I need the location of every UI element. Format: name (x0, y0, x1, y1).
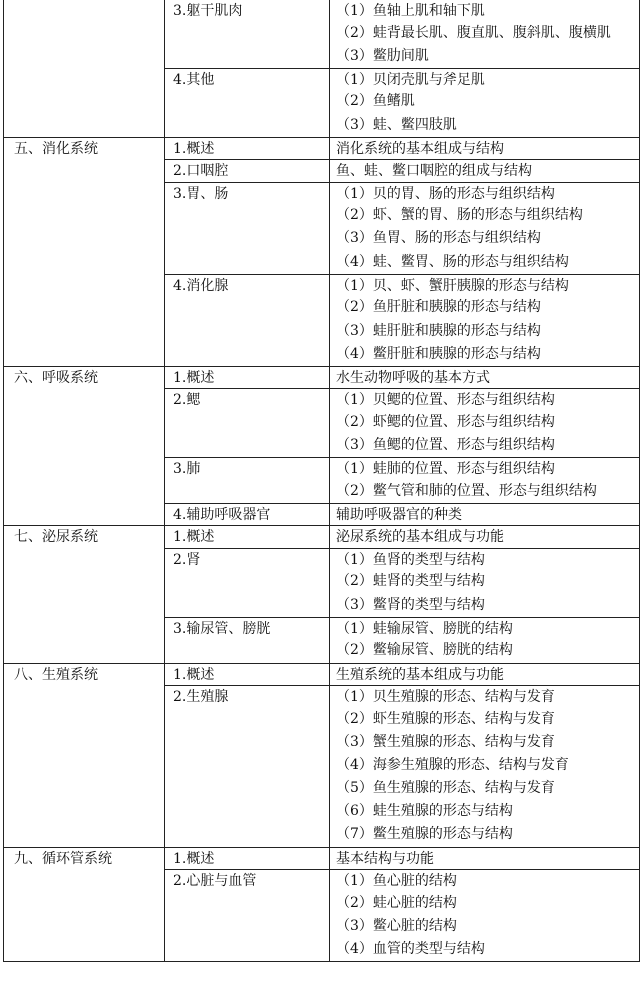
category-cell (4, 137, 165, 366)
category-cell (4, 366, 165, 526)
content-line: （7）鳖生殖腺的形态与结构 (336, 826, 513, 843)
content-line: （3）鳖肾的类型与结构 (336, 596, 485, 613)
content-cell (330, 160, 640, 183)
topic-cell (165, 274, 330, 366)
topic-cell (165, 847, 330, 870)
category-cell (4, 847, 165, 962)
topic-label: 2.生殖腺 (173, 689, 229, 705)
content-line: （3）鱼胃、肠的形态与组织结构 (336, 230, 541, 247)
category-label: 五、消化系统 (14, 140, 98, 157)
content-line: 生殖系统的基本组成与功能 (336, 666, 504, 683)
content-line: （4）蛙、鳖胃、肠的形态与组织结构 (336, 253, 569, 270)
content-line: （4）鳖肝脏和胰腺的形态与结构 (336, 345, 541, 362)
topic-label: 4.消化腺 (173, 277, 229, 294)
topic-cell (165, 389, 330, 458)
content-cell (330, 366, 640, 389)
table-row (4, 0, 640, 68)
content-cell (330, 548, 640, 617)
content-line: （1）贝的胃、肠的形态与组织结构 (336, 185, 555, 202)
content-cell (330, 389, 640, 458)
topic-cell (165, 182, 330, 274)
content-line: （4）血管的类型与结构 (336, 941, 485, 957)
category-label: 八、生殖系统 (14, 666, 98, 683)
table-row (4, 847, 640, 870)
topic-cell (165, 68, 330, 137)
topic-cell (165, 458, 330, 504)
topic-label: 4.其他 (173, 71, 215, 88)
content-cell (330, 0, 640, 68)
content-line: 消化系统的基本组成与结构 (336, 140, 504, 157)
topic-cell (165, 686, 330, 848)
content-line: （2）鳖输尿管、膀胱的结构 (336, 642, 513, 659)
content-line: （2）虾生殖腺的形态、结构与发育 (336, 710, 555, 727)
content-cell (330, 182, 640, 274)
topic-label: 1.概述 (173, 529, 215, 546)
content-line: （2）鱼肝脏和胰腺的形态与结构 (336, 299, 541, 316)
content-cell (330, 870, 640, 962)
category-cell (4, 0, 165, 137)
content-cell (330, 617, 640, 663)
content-cell (330, 526, 640, 549)
content-line: （1）贝鳃的位置、形态与组织结构 (336, 392, 555, 409)
topic-label: 3.胃、肠 (173, 185, 229, 202)
category-label: 六、呼吸系统 (14, 369, 98, 386)
content-line: （1）蛙肺的位置、形态与组织结构 (336, 461, 555, 478)
content-line: （3）鳖心脏的结构 (336, 917, 457, 934)
topic-label: 3.输尿管、膀胱 (173, 620, 271, 637)
topic-cell (165, 617, 330, 663)
content-line: （3）蟹生殖腺的形态、结构与发育 (336, 733, 555, 750)
content-line: （1）鱼心脏的结构 (336, 873, 457, 890)
topic-cell (165, 870, 330, 962)
topic-label: 1.概述 (173, 850, 215, 867)
content-line: （6）蛙生殖腺的形态与结构 (336, 803, 513, 820)
content-line: （1）鱼轴上肌和轴下肌 (336, 3, 485, 19)
syllabus-table-body (4, 0, 640, 962)
content-line: 辅助呼吸器官的种类 (336, 506, 462, 523)
topic-cell (165, 663, 330, 686)
content-line: （3）鱼鳃的位置、形态与组织结构 (336, 437, 555, 454)
content-line: （1）贝、虾、蟹肝胰腺的形态与结构 (336, 277, 569, 294)
table-row (4, 526, 640, 549)
topic-label: 3.肺 (173, 461, 201, 478)
content-cell (330, 503, 640, 526)
content-line: 基本结构与功能 (336, 850, 434, 867)
content-cell (330, 847, 640, 870)
table-row (4, 137, 640, 160)
content-cell (330, 686, 640, 848)
topic-cell (165, 503, 330, 526)
content-cell (330, 663, 640, 686)
category-cell (4, 526, 165, 663)
topic-label: 2.肾 (173, 551, 201, 568)
content-line: （1）蛙输尿管、膀胱的结构 (336, 620, 513, 637)
content-line: （2）虾鳃的位置、形态与组织结构 (336, 413, 555, 430)
topic-cell (165, 137, 330, 160)
content-line: （5）鱼生殖腺的形态、结构与发育 (336, 780, 555, 797)
category-cell (4, 663, 165, 847)
content-line: （4）海参生殖腺的形态、结构与发育 (336, 756, 569, 773)
content-line: （2）鱼鳍肌 (336, 93, 415, 110)
syllabus-table (3, 0, 640, 962)
table-row (4, 663, 640, 686)
content-line: （3）蛙、鳖四肢肌 (336, 116, 457, 133)
category-label (14, 0, 164, 21)
topic-label: 1.概述 (173, 140, 215, 157)
content-line: 水生动物呼吸的基本方式 (336, 369, 490, 386)
topic-label: 1.概述 (173, 369, 215, 386)
content-line: （1）鱼肾的类型与结构 (336, 551, 485, 568)
topic-label: 3.躯干肌肉 (173, 3, 243, 19)
topic-cell (165, 548, 330, 617)
table-row (4, 366, 640, 389)
category-label: 九、循环管系统 (14, 850, 112, 867)
content-line: 鱼、蛙、鳖口咽腔的组成与结构 (336, 163, 532, 180)
content-line: （1）贝闭壳肌与斧足肌 (336, 71, 485, 88)
topic-label: 2.心脏与血管 (173, 873, 257, 890)
topic-label: 4.辅助呼吸器官 (173, 506, 271, 523)
topic-label: 2.鳃 (173, 392, 201, 409)
category-label: 七、泌尿系统 (14, 529, 98, 546)
content-line: （2）蛙肾的类型与结构 (336, 573, 485, 590)
content-cell (330, 458, 640, 504)
content-cell (330, 274, 640, 366)
content-line: （2）虾、蟹的胃、肠的形态与组织结构 (336, 207, 583, 224)
topic-cell (165, 160, 330, 183)
content-line: （2）鳖气管和肺的位置、形态与组织结构 (336, 482, 597, 499)
topic-cell (165, 366, 330, 389)
content-cell (330, 68, 640, 137)
content-line: 泌尿系统的基本组成与功能 (336, 529, 504, 546)
content-line: （2）蛙背最长肌、腹直肌、腹斜肌、腹横肌 (336, 24, 611, 41)
content-cell (330, 137, 640, 160)
topic-cell (165, 526, 330, 549)
content-line: （3）鳖肋间肌 (336, 47, 429, 64)
content-line: （3）蛙肝脏和胰腺的形态与结构 (336, 322, 541, 339)
topic-cell (165, 0, 330, 68)
content-line: （2）蛙心脏的结构 (336, 894, 457, 911)
topic-label: 1.概述 (173, 666, 215, 683)
topic-label: 2.口咽腔 (173, 163, 229, 180)
content-line: （1）贝生殖腺的形态、结构与发育 (336, 689, 555, 705)
